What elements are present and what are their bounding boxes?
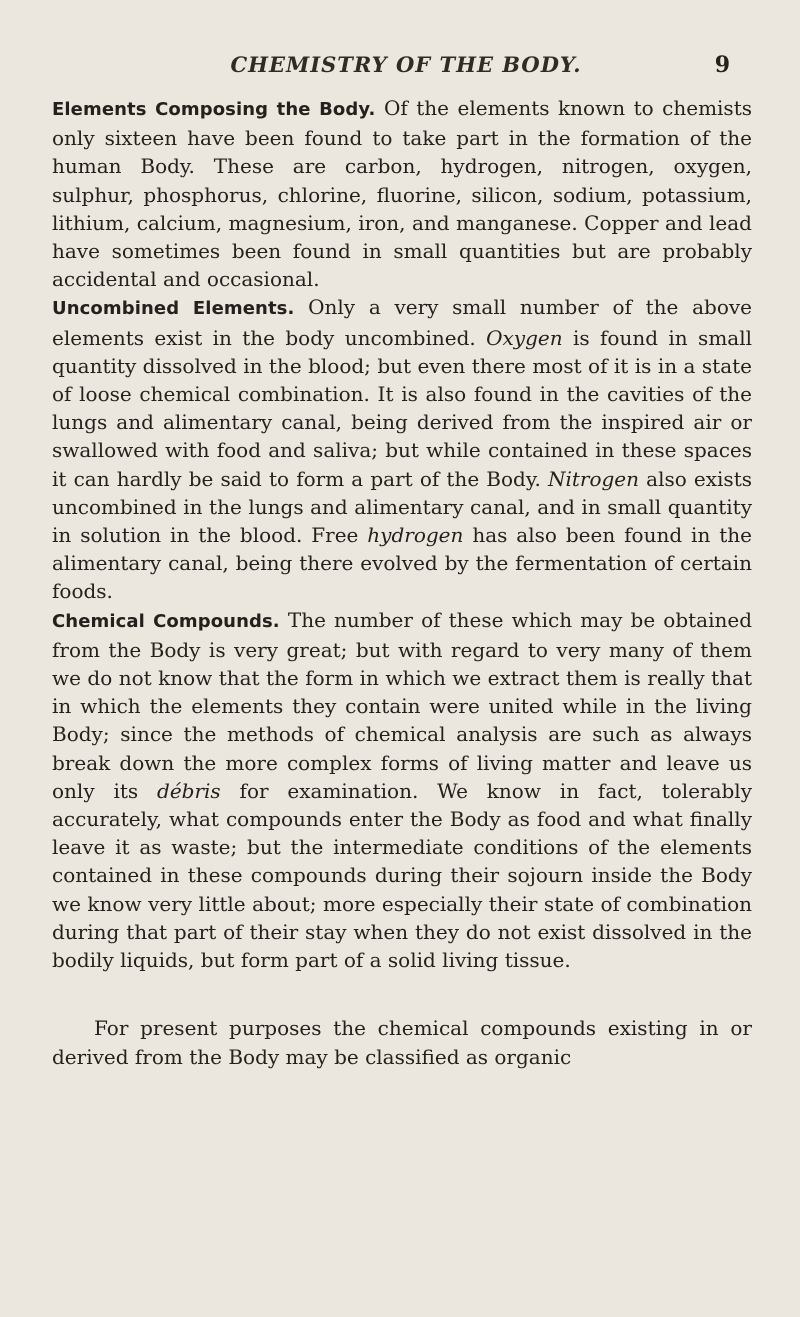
- section-heading: Uncombined Elements.: [52, 298, 295, 320]
- paragraph-text: is found in small quantity dissolved in the blood; but even there most of it is in a state of loose chemical combination. It is also found in the cavities of the lungs and alimentary canal, being derived from the inspired air or swallowed with food and saliva; but while contained in these spaces it can hardly be said to form a part of the Body.: [52, 325, 753, 491]
- paragraph-uncombined-elements: [52, 293, 752, 605]
- paragraph-text: Of the elements known to chemists only sixteen have been found to take part in the formation of the human Body. These are carbon, hydrogen, nitrogen, oxygen, sulphur, phosphorus, chlorine, fluorine, silicon, sodium, potassium, lithium, calcium, magnesium, iron, and manganese. Copper and lead have sometimes been found in small quantities but are probably accidental and occasional.: [52, 96, 752, 292]
- paragraph-text: has also been found in the alimentary canal, being there evolved by the fermentation of certain foods.: [52, 523, 752, 604]
- italic-term: Oxygen: [486, 325, 563, 350]
- paragraph-elements-composing: [52, 94, 752, 293]
- italic-term: débris: [157, 778, 221, 803]
- italic-term: Nitrogen: [547, 466, 640, 491]
- paragraph-chemical-compounds: [52, 606, 752, 975]
- section-heading: Chemical Compounds.: [52, 610, 280, 632]
- section-heading: Elements Composing the Body.: [52, 99, 376, 120]
- paragraph-text: for examination. We know in fact, tolerably accurately, what compounds enter the Body as food and what finally leave it as waste; but the intermediate conditions of the elements contained in these compounds during their sojourn inside the Body we know very little about; more especially their state of combination during that part of their stay when they do not exist dissolved in the bodily liquids, but form part of a solid living tissue.: [52, 778, 753, 973]
- paragraph-text: Only a very small number of the above elements exist in the body uncombined.: [52, 295, 752, 350]
- body-text: [52, 94, 752, 1071]
- paragraph-present-purposes: For present purposes the chemical compounds existing in or derived from the Body may be classified as organic: [52, 1016, 752, 1069]
- italic-term: hydrogen: [367, 523, 464, 548]
- paragraph-gap: [52, 974, 752, 1014]
- page-number: 9: [714, 52, 730, 78]
- paragraph-text: The number of these which may be obtained from the Body is very great; but with regard to very many of them we do not know that the form in which we extract them is really that in which the elements they contain were united while in the living Body; since the methods of chemical analysis are such as always break down the more complex forms of living matter and leave us only its: [52, 607, 752, 803]
- running-title: CHEMISTRY OF THE BODY.: [230, 52, 582, 77]
- running-header: [52, 52, 760, 86]
- paragraph-text: also exists uncombined in the lungs and alimentary canal, and in small quantity in solution in the blood. Free: [52, 466, 752, 548]
